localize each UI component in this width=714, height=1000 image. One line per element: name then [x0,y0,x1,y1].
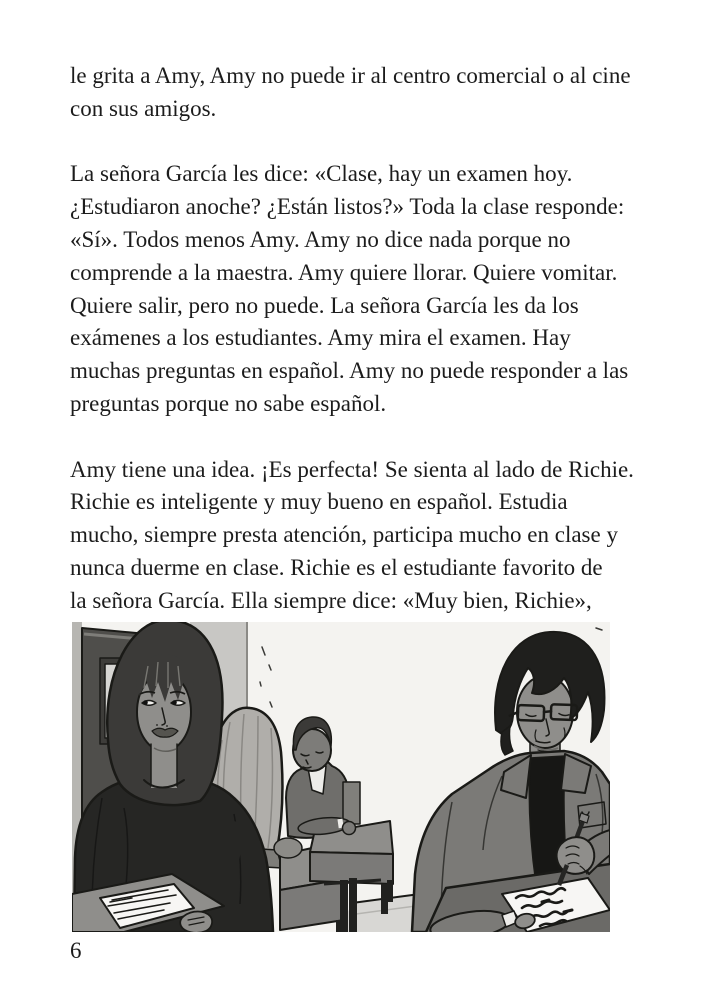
text-line: exámenes a los estudiantes. Amy mira el examen. Hay [70,325,571,351]
classroom-illustration [72,622,610,932]
richie-right-hand [557,837,595,874]
text-line: ¿Estudiaron anoche? ¿Están listos?» Toda la clase responde: [70,194,625,220]
boy-desk [297,815,393,884]
story-paragraph [70,454,660,618]
text-line: comprende a la maestra. Amy quiere llorar. Quiere vomitar. [70,259,618,285]
text-line: nunca duerme en clase. Richie es el estudiante favorito de [70,554,603,580]
text-line: Quiere salir, pero no puede. La señora García les da los [70,292,579,318]
story-paragraph [70,60,660,126]
girl-arm-on-desk [274,838,302,858]
text-line: muchas preguntas en español. Amy no puede responder a las [70,358,629,384]
amy-hand [180,912,212,933]
page-number: 6 [70,938,82,963]
chair-back-slat [343,782,360,824]
text-line: le grita a Amy, Amy no puede ir al centro comercial o al cine [70,63,631,88]
text-line: La señora García les dice: «Clase, hay un examen hoy. [70,161,573,187]
text-line: la señora García. Ella siempre dice: «Muy bien, Richie», [70,587,592,613]
text-line: Amy tiene una idea. ¡Es perfecta! Se sienta al lado de Richie. [70,456,634,482]
text-line: preguntas porque no sabe español. [70,390,387,416]
boy-hand [343,822,356,835]
text-line: «Sí». Todos menos Amy. Amy no dice nada porque no [70,226,571,252]
text-line: Richie es inteligente y muy bueno en español. Estudia [70,489,568,515]
story-paragraph [70,158,660,420]
text-line: con sus amigos. [70,95,217,121]
classroom-illustration-svg [72,622,610,932]
text-line: mucho, siempre presta atención, participa mucho en clase y [70,522,618,548]
story-text [70,60,660,618]
